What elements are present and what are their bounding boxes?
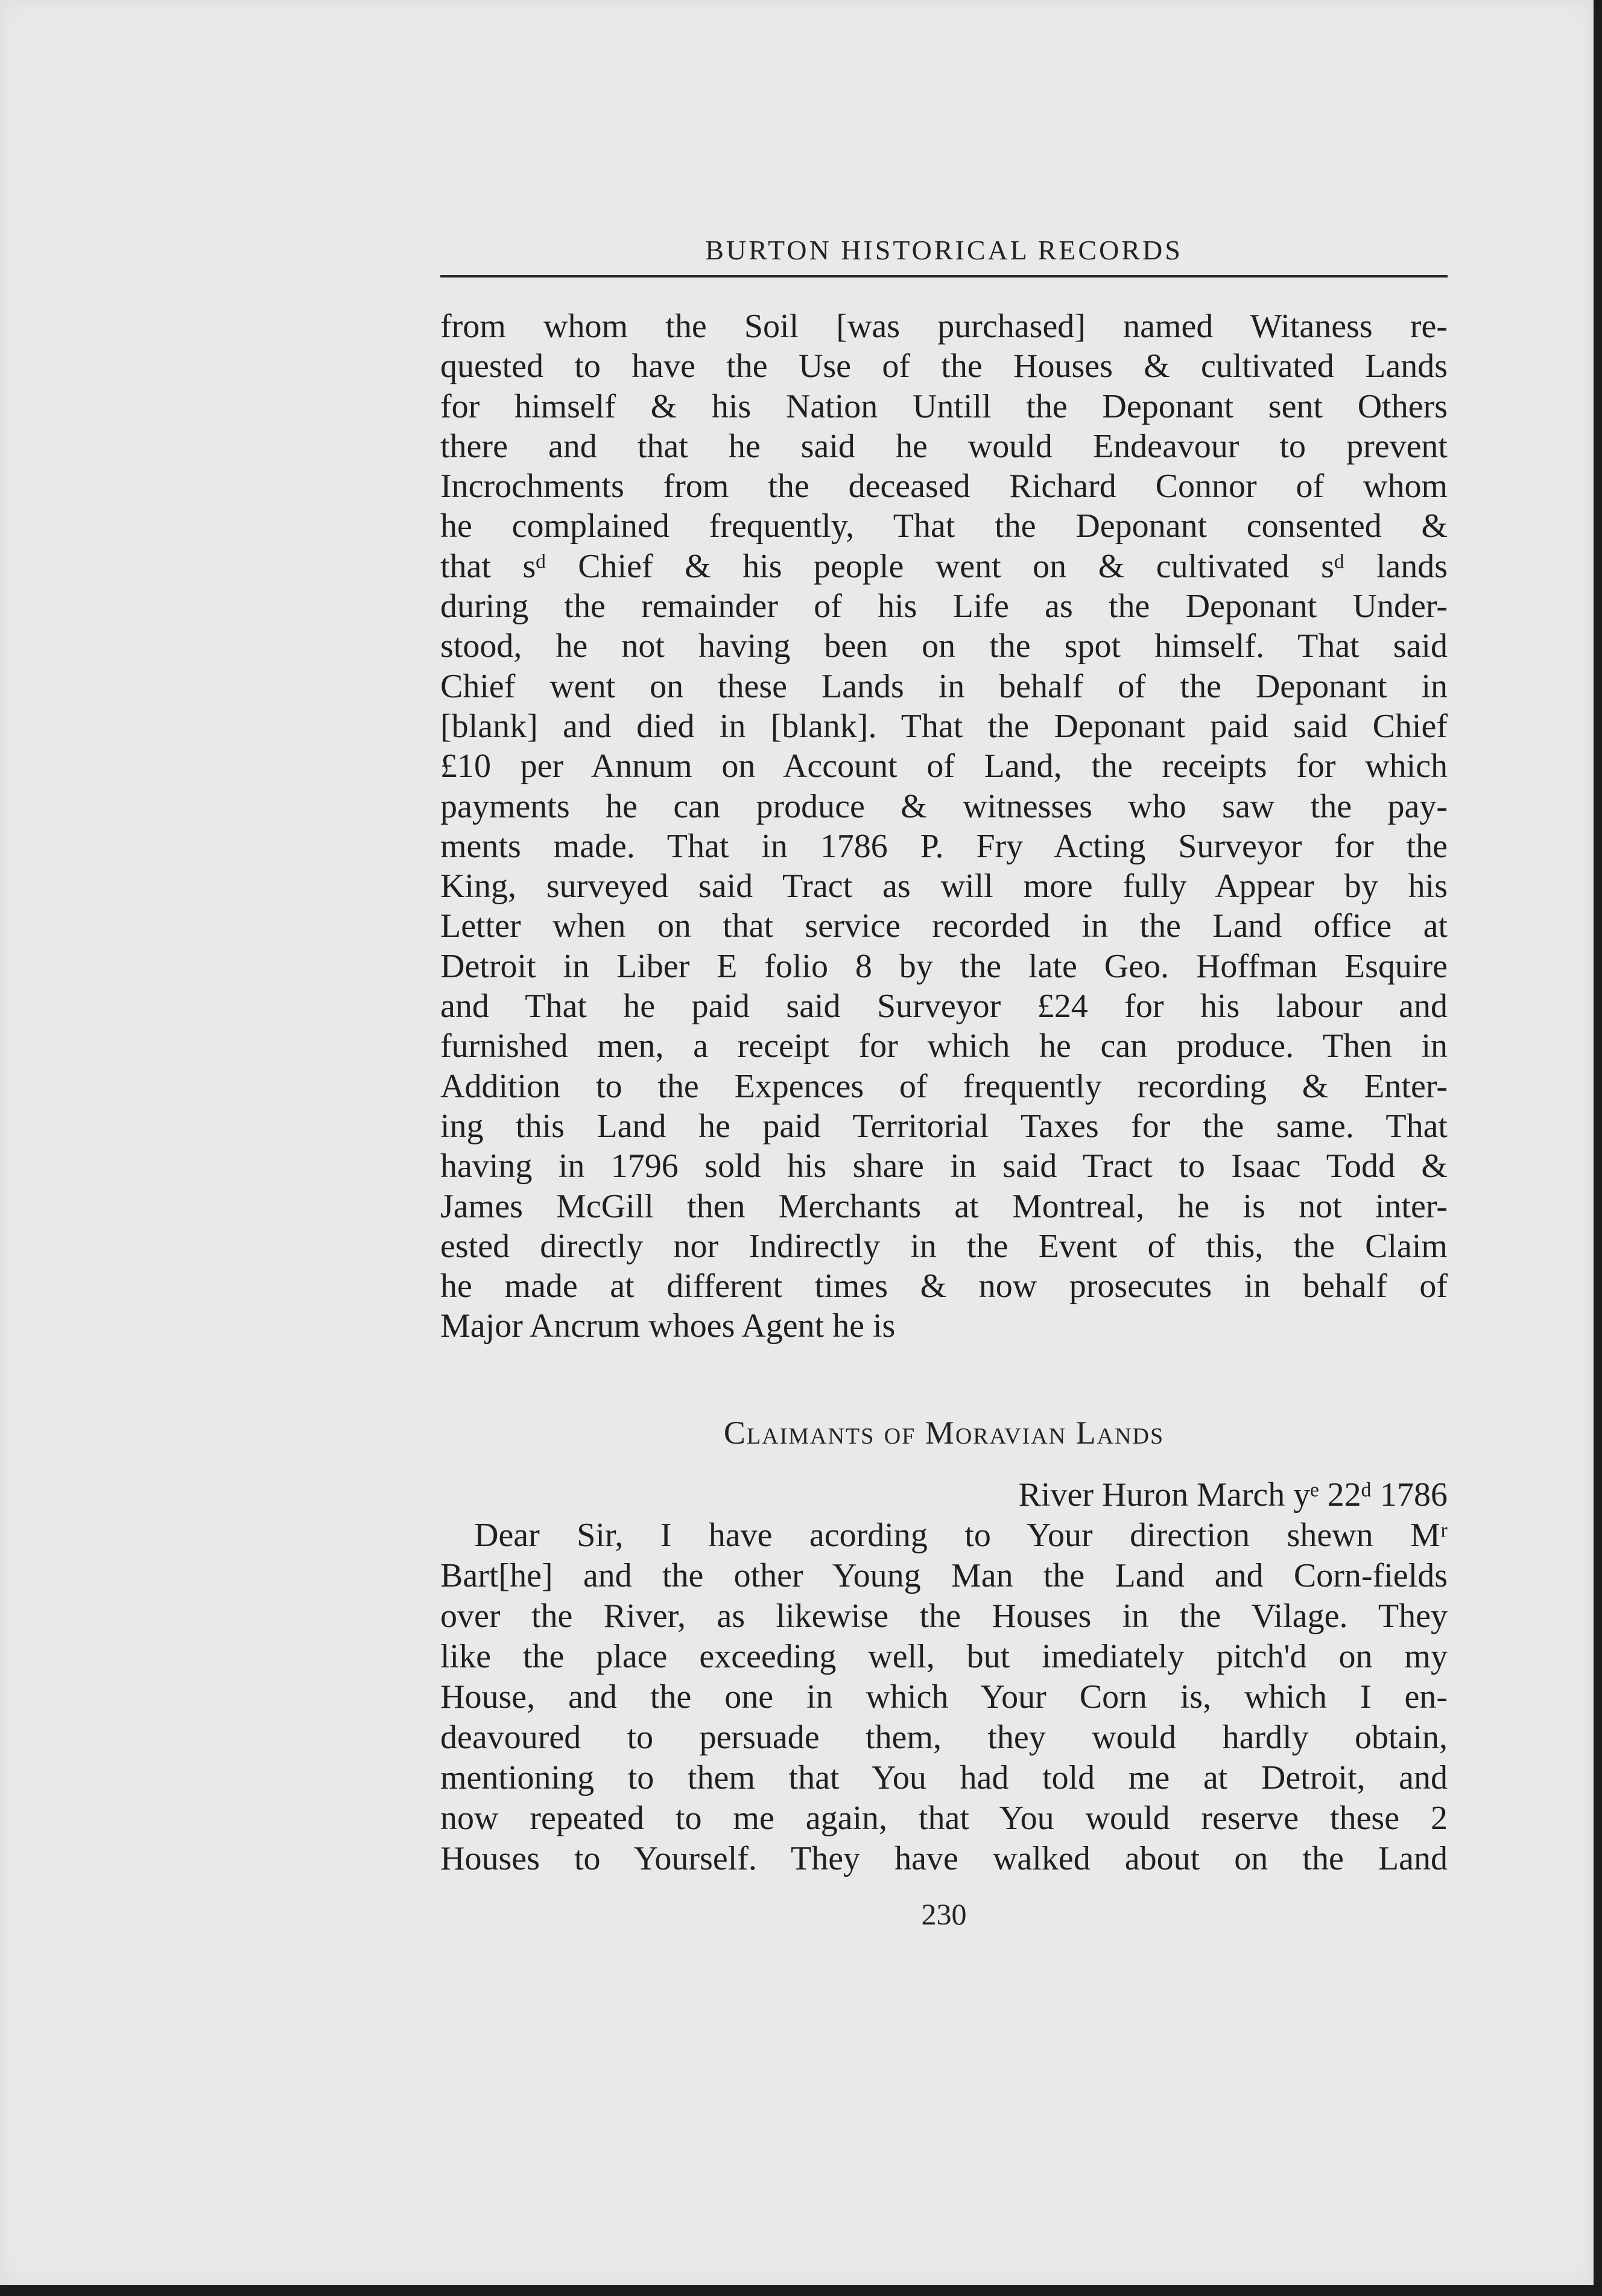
text-line: Addition to the Expences of frequently recording & Enter- bbox=[440, 1067, 1448, 1105]
text-line: ested directly nor Indirectly in the Event of this, the Claim bbox=[440, 1227, 1448, 1265]
text-line: Major Ancrum whoes Agent he is bbox=[440, 1307, 896, 1345]
text-line: payments he can produce & witnesses who saw the pay- bbox=[440, 787, 1448, 825]
text-line: he made at different times & now prosecutes in behalf of bbox=[440, 1267, 1448, 1305]
text-line: Chief went on these Lands in behalf of the Deponant in bbox=[440, 667, 1448, 705]
text-line: now repeated to me again, that You would reserve these 2 bbox=[440, 1800, 1448, 1837]
text-line: ing this Land he paid Territorial Taxes for the same. That bbox=[440, 1107, 1448, 1145]
deposition-text bbox=[440, 306, 1448, 1346]
text-line: House, and the one in which Your Corn is, which I en- bbox=[440, 1678, 1448, 1716]
text-line: £10 per Annum on Account of Land, the receipts for which bbox=[440, 747, 1448, 785]
text-line: Houses to Yourself. They have walked about on the Land bbox=[440, 1840, 1448, 1877]
text-line: Incrochments from the deceased Richard Connor of whom bbox=[440, 468, 1448, 506]
section-heading: Claimants of Moravian Lands bbox=[723, 1415, 1165, 1451]
text-line: ments made. That in 1786 P. Fry Acting Surveyor for the bbox=[440, 827, 1448, 865]
text-line: Letter when on that service recorded in the Land office at bbox=[440, 907, 1448, 945]
text-line: James McGill then Merchants at Montreal, he is not inter- bbox=[440, 1187, 1448, 1225]
text-line: there and that he said he would Endeavour to prevent bbox=[440, 427, 1448, 465]
text-line: King, surveyed said Tract as will more fully Appear by his bbox=[440, 867, 1448, 905]
text-line: that sᵈ Chief & his people went on & cultivated sᵈ lands bbox=[440, 547, 1448, 585]
header-rule bbox=[440, 275, 1448, 277]
text-line: [blank] and died in [blank]. That the Deponant paid said Chief bbox=[440, 707, 1448, 745]
text-line: having in 1796 sold his share in said Tract to Isaac Todd & bbox=[440, 1147, 1448, 1185]
letter-dateline: River Huron March yᵉ 22ᵈ 1786 bbox=[1018, 1476, 1448, 1514]
text-line: Dear Sir, I have acording to Your direction shewn Mʳ bbox=[474, 1517, 1448, 1554]
text-line: stood, he not having been on the spot himself. That said bbox=[440, 627, 1448, 665]
letter-text bbox=[440, 1515, 1448, 1879]
text-line: furnished men, a receipt for which he can produce. Then in bbox=[440, 1027, 1448, 1065]
text-line: during the remainder of his Life as the Deponant Under- bbox=[440, 588, 1448, 626]
text-line: over the River, as likewise the Houses in the Vilage. They bbox=[440, 1597, 1448, 1635]
text-line: he complained frequently, That the Deponant consented & bbox=[440, 507, 1448, 545]
text-line: mentioning to them that You had told me at Detroit, and bbox=[440, 1759, 1448, 1797]
page-number: 230 bbox=[921, 1897, 967, 1931]
running-head: BURTON HISTORICAL RECORDS bbox=[705, 235, 1183, 265]
text-line: quested to have the Use of the Houses & cultivated Lands bbox=[440, 347, 1448, 385]
text-line: for himself & his Nation Untill the Deponant sent Others bbox=[440, 387, 1448, 425]
text-line: Bart[he] and the other Young Man the Land and Corn-fields bbox=[440, 1557, 1448, 1594]
text-line: from whom the Soil [was purchased] named Witaness re- bbox=[440, 308, 1448, 345]
text-line: and That he paid said Surveyor £24 for his labour and bbox=[440, 988, 1448, 1026]
text-line: Detroit in Liber E folio 8 by the late Geo. Hoffman Esquire bbox=[440, 947, 1448, 985]
text-line: like the place exceeding well, but imediately pitch'd on my bbox=[440, 1638, 1448, 1675]
text-line: deavoured to persuade them, they would hardly obtain, bbox=[440, 1719, 1448, 1756]
